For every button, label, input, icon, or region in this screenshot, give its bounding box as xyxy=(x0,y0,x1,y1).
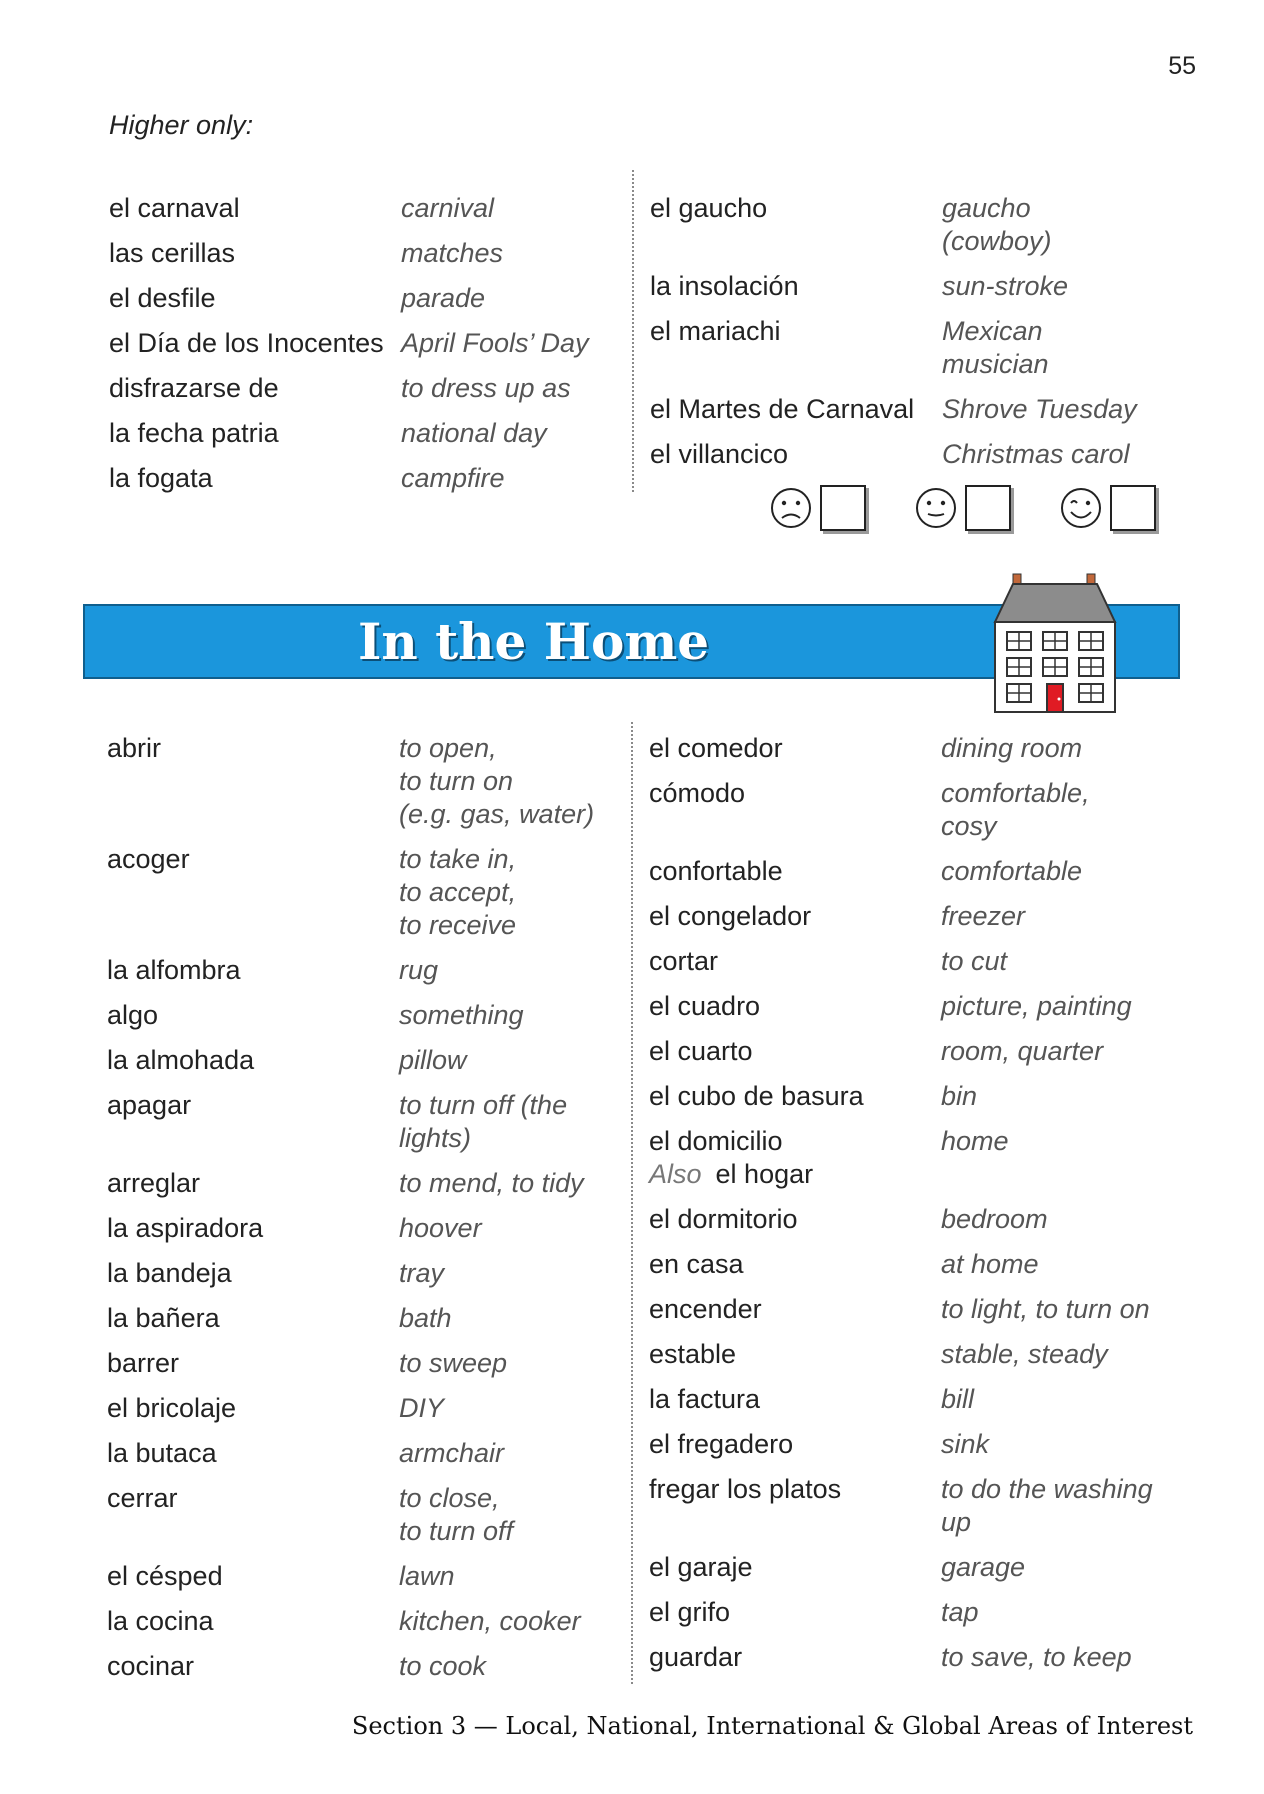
english-translation xyxy=(942,315,1178,381)
english-translation-line: Shrove Tuesday xyxy=(942,394,1137,424)
spanish-term xyxy=(107,999,399,1032)
spanish-term-line: el cuadro xyxy=(649,991,761,1021)
vocab-entry xyxy=(649,1641,1179,1674)
spanish-term xyxy=(109,192,401,225)
spanish-term-line: acoger xyxy=(107,844,190,874)
spanish-term-line: la cocina xyxy=(107,1606,214,1636)
spanish-term xyxy=(650,438,942,471)
english-translation-line: sink xyxy=(941,1429,990,1459)
english-translation-line: to open, xyxy=(399,733,497,763)
vocab-entry xyxy=(107,1437,637,1470)
spanish-term-line: el césped xyxy=(107,1561,223,1591)
vocab-entry xyxy=(107,1044,637,1077)
english-translation xyxy=(941,1080,1177,1113)
spanish-term xyxy=(649,1428,941,1461)
spanish-term xyxy=(107,1437,399,1470)
spanish-term-line: cómodo xyxy=(649,778,746,808)
spanish-term xyxy=(109,327,401,360)
spanish-term xyxy=(109,237,401,270)
vocab-entry xyxy=(649,1383,1179,1416)
vocab-entry xyxy=(649,1125,1179,1191)
english-translation xyxy=(399,1257,635,1290)
vocab-entry xyxy=(649,1035,1179,1068)
spanish-term xyxy=(109,372,401,405)
english-translation-line: to receive xyxy=(399,910,517,940)
page-number: 55 xyxy=(1168,52,1196,80)
spanish-term xyxy=(649,945,941,978)
english-translation-line: musician xyxy=(942,349,1049,379)
spanish-term-line: la fogata xyxy=(109,463,213,493)
english-translation-line: lights) xyxy=(399,1123,472,1153)
english-translation-line: room, quarter xyxy=(941,1036,1104,1066)
spanish-term xyxy=(107,732,399,831)
spanish-term-line: el dormitorio xyxy=(649,1204,798,1234)
spanish-term xyxy=(650,270,942,303)
higher-only-heading: Higher only: xyxy=(109,110,254,140)
vocab-entry xyxy=(107,843,637,942)
spanish-term-line: el bricolaje xyxy=(107,1393,237,1423)
spanish-term-line: el grifo xyxy=(649,1597,731,1627)
spanish-term-line: algo xyxy=(107,1000,159,1030)
english-translation-line: carnival xyxy=(401,193,495,223)
english-translation xyxy=(399,1437,635,1470)
vocab-entry xyxy=(109,282,639,315)
english-translation xyxy=(941,1428,1177,1461)
happy-face-icon xyxy=(1060,487,1102,529)
spanish-term-line: cortar xyxy=(649,946,719,976)
english-translation-line: lawn xyxy=(399,1561,455,1591)
alternative-term xyxy=(649,1158,941,1191)
spanish-term-line: el cubo de basura xyxy=(649,1081,864,1111)
spanish-term-line: el villancico xyxy=(650,439,789,469)
english-translation xyxy=(399,999,635,1032)
english-translation xyxy=(399,843,635,942)
spanish-term-line: el domicilio xyxy=(649,1126,783,1156)
vocab-entry xyxy=(109,417,639,450)
spanish-term-line: la butaca xyxy=(107,1438,217,1468)
vocab-entry xyxy=(107,1167,637,1200)
vocab-entry xyxy=(107,732,637,831)
english-translation xyxy=(399,1605,635,1638)
spanish-term-line: el desfile xyxy=(109,283,216,313)
spanish-term xyxy=(649,1080,941,1113)
vocab-entry xyxy=(649,990,1179,1023)
spanish-term-line: estable xyxy=(649,1339,737,1369)
vocab-entry xyxy=(649,855,1179,888)
english-translation xyxy=(399,732,635,831)
english-translation-line: to sweep xyxy=(399,1348,508,1378)
spanish-term xyxy=(649,1596,941,1629)
spanish-term-line: el gaucho xyxy=(650,193,768,223)
vocab-entry xyxy=(107,1347,637,1380)
english-translation-line: Christmas carol xyxy=(942,439,1130,469)
confidence-rating xyxy=(770,483,1170,533)
english-translation xyxy=(399,1212,635,1245)
spanish-term xyxy=(107,1212,399,1245)
vocab-entry xyxy=(107,1482,637,1548)
vocab-entry xyxy=(107,1212,637,1245)
spanish-term xyxy=(107,954,399,987)
english-translation-line: bedroom xyxy=(941,1204,1048,1234)
english-translation xyxy=(401,282,637,315)
spanish-term xyxy=(109,417,401,450)
confidence-checkbox-low[interactable] xyxy=(820,485,866,531)
vocab-entry xyxy=(649,732,1179,765)
spanish-term-line: el carnaval xyxy=(109,193,240,223)
english-translation-line: stable, steady xyxy=(941,1339,1108,1369)
vocab-entry xyxy=(109,327,639,360)
english-translation-line: (cowboy) xyxy=(942,226,1052,256)
english-translation xyxy=(401,192,637,225)
spanish-term xyxy=(649,1203,941,1236)
spanish-term xyxy=(649,1248,941,1281)
english-translation xyxy=(399,1650,635,1683)
english-translation-line: campfire xyxy=(401,463,505,493)
vocab-entry xyxy=(649,1473,1179,1539)
english-translation-line: hoover xyxy=(399,1213,482,1243)
vocab-entry xyxy=(649,945,1179,978)
home-vocab-right-column xyxy=(649,732,1179,1686)
vocab-entry xyxy=(649,1080,1179,1113)
spanish-term xyxy=(107,1605,399,1638)
spanish-term-line: fregar los platos xyxy=(649,1474,842,1504)
spanish-term-line: disfrazarse de xyxy=(109,373,279,403)
banner-title: In the Home xyxy=(357,612,710,671)
spanish-term xyxy=(649,1338,941,1371)
english-translation-line: kitchen, cooker xyxy=(399,1606,581,1636)
column-divider xyxy=(632,170,634,492)
english-translation xyxy=(399,1167,635,1200)
english-translation-line: to turn off (the xyxy=(399,1090,568,1120)
spanish-term-line: encender xyxy=(649,1294,762,1324)
vocab-entry xyxy=(107,1650,637,1683)
vocab-entry xyxy=(107,1560,637,1593)
english-translation xyxy=(399,1044,635,1077)
spanish-term xyxy=(649,1125,941,1191)
vocab-entry xyxy=(109,372,639,405)
english-translation-line: picture, painting xyxy=(941,991,1132,1021)
spanish-term xyxy=(649,1293,941,1326)
spanish-term-line: la aspiradora xyxy=(107,1213,264,1243)
spanish-term-line: la fecha patria xyxy=(109,418,279,448)
spanish-term xyxy=(649,900,941,933)
english-translation-line: to cut xyxy=(941,946,1008,976)
english-translation-line: dining room xyxy=(941,733,1083,763)
english-translation xyxy=(401,237,637,270)
english-translation-line: to light, to turn on xyxy=(941,1294,1150,1324)
english-translation xyxy=(942,393,1178,426)
english-translation xyxy=(941,1203,1177,1236)
vocab-entry xyxy=(107,1257,637,1290)
vocab-entry xyxy=(649,777,1179,843)
spanish-term xyxy=(649,1035,941,1068)
english-translation-line: garage xyxy=(941,1552,1026,1582)
english-translation xyxy=(401,372,637,405)
english-translation xyxy=(401,462,637,495)
english-translation xyxy=(399,1482,635,1548)
english-translation xyxy=(399,1560,635,1593)
english-translation-line: at home xyxy=(941,1249,1039,1279)
vocab-entry xyxy=(109,237,639,270)
english-translation xyxy=(399,1302,635,1335)
spanish-term-line: el congelador xyxy=(649,901,812,931)
english-translation-line: sun-stroke xyxy=(942,271,1069,301)
english-translation xyxy=(399,1392,635,1425)
spanish-term-line: cocinar xyxy=(107,1651,195,1681)
vocab-entry xyxy=(649,1338,1179,1371)
vocab-entry xyxy=(107,1302,637,1335)
english-translation xyxy=(941,1035,1177,1068)
english-translation xyxy=(399,1347,635,1380)
spanish-term xyxy=(107,1482,399,1548)
home-vocab-left-column xyxy=(107,732,637,1695)
vocab-entry xyxy=(109,192,639,225)
english-translation-line: national day xyxy=(401,418,547,448)
english-translation xyxy=(401,417,637,450)
spanish-term xyxy=(107,1089,399,1155)
confidence-checkbox-medium[interactable] xyxy=(965,485,1011,531)
house-icon xyxy=(975,570,1135,715)
spanish-term-line: apagar xyxy=(107,1090,192,1120)
english-translation-line: to turn off xyxy=(399,1516,514,1546)
vocab-entry xyxy=(109,462,639,495)
spanish-term-line: el fregadero xyxy=(649,1429,794,1459)
vocab-entry xyxy=(649,1551,1179,1584)
vocab-entry xyxy=(649,1293,1179,1326)
spanish-term xyxy=(649,1641,941,1674)
english-translation-line: tap xyxy=(941,1597,979,1627)
english-translation-line: gaucho xyxy=(942,193,1031,223)
english-translation-line: to turn on xyxy=(399,766,514,796)
confidence-checkbox-high[interactable] xyxy=(1110,485,1156,531)
english-translation-line: tray xyxy=(399,1258,445,1288)
english-translation-line: to dress up as xyxy=(401,373,571,403)
english-translation-line: to close, xyxy=(399,1483,500,1513)
spanish-term xyxy=(650,315,942,381)
page-footer: Section 3 — Local, National, International & Global Areas of Interest xyxy=(351,1712,1193,1740)
spanish-term xyxy=(107,1392,399,1425)
alternative-spanish-term: el hogar xyxy=(715,1159,814,1189)
spanish-term xyxy=(107,1044,399,1077)
spanish-term xyxy=(107,1347,399,1380)
english-translation-line: something xyxy=(399,1000,524,1030)
column-divider xyxy=(631,722,633,1684)
higher-vocab-left-column xyxy=(109,192,639,507)
spanish-term-line: guardar xyxy=(649,1642,743,1672)
spanish-term-line: confortable xyxy=(649,856,783,886)
english-translation xyxy=(941,1383,1177,1416)
spanish-term xyxy=(109,462,401,495)
spanish-term-line: la almohada xyxy=(107,1045,255,1075)
english-translation xyxy=(941,990,1177,1023)
vocab-entry xyxy=(650,315,1180,381)
spanish-term-line: el garaje xyxy=(649,1552,753,1582)
spanish-term xyxy=(649,732,941,765)
english-translation xyxy=(941,1338,1177,1371)
vocab-entry xyxy=(649,900,1179,933)
english-translation xyxy=(941,1551,1177,1584)
english-translation xyxy=(941,945,1177,978)
vocab-entry xyxy=(650,393,1180,426)
vocab-entry xyxy=(649,1428,1179,1461)
spanish-term-line: el comedor xyxy=(649,733,783,763)
vocab-entry xyxy=(649,1248,1179,1281)
spanish-term-line: abrir xyxy=(107,733,162,763)
english-translation xyxy=(941,1473,1177,1539)
english-translation-line: to cook xyxy=(399,1651,487,1681)
english-translation-line: matches xyxy=(401,238,504,268)
english-translation-line: to mend, to tidy xyxy=(399,1168,584,1198)
english-translation-line: freezer xyxy=(941,901,1026,931)
spanish-term xyxy=(650,393,942,426)
english-translation-line: to do the washing xyxy=(941,1474,1153,1504)
english-translation-line: rug xyxy=(399,955,439,985)
english-translation-line: armchair xyxy=(399,1438,505,1468)
english-translation xyxy=(941,900,1177,933)
spanish-term-line: el Martes de Carnaval xyxy=(650,394,915,424)
english-translation-line: bin xyxy=(941,1081,978,1111)
english-translation xyxy=(941,1293,1177,1326)
spanish-term xyxy=(109,282,401,315)
vocab-entry xyxy=(107,1089,637,1155)
spanish-term-line: la alfombra xyxy=(107,955,241,985)
english-translation-line: (e.g. gas, water) xyxy=(399,799,595,829)
english-translation-line: April Fools’ Day xyxy=(401,328,589,358)
spanish-term-line: las cerillas xyxy=(109,238,236,268)
also-label: Also xyxy=(649,1159,702,1189)
spanish-term xyxy=(649,1383,941,1416)
english-translation xyxy=(941,732,1177,765)
sad-face-icon xyxy=(770,487,812,529)
spanish-term-line: la bañera xyxy=(107,1303,220,1333)
spanish-term-line: la factura xyxy=(649,1384,761,1414)
english-translation xyxy=(942,438,1178,471)
english-translation xyxy=(941,1641,1177,1674)
english-translation-line: comfortable xyxy=(941,856,1083,886)
spanish-term-line: arreglar xyxy=(107,1168,201,1198)
english-translation-line: cosy xyxy=(941,811,997,841)
english-translation-line: parade xyxy=(401,283,486,313)
english-translation-line: pillow xyxy=(399,1045,467,1075)
vocab-entry xyxy=(650,270,1180,303)
english-translation xyxy=(941,1248,1177,1281)
spanish-term xyxy=(649,777,941,843)
spanish-term-line: la bandeja xyxy=(107,1258,232,1288)
english-translation-line: bath xyxy=(399,1303,452,1333)
spanish-term-line: el cuarto xyxy=(649,1036,753,1066)
vocab-entry xyxy=(107,1605,637,1638)
spanish-term-line: el Día de los Inocentes xyxy=(109,328,384,358)
spanish-term xyxy=(107,1650,399,1683)
vocab-entry xyxy=(650,192,1180,258)
vocab-entry xyxy=(107,1392,637,1425)
vocab-entry xyxy=(649,1596,1179,1629)
spanish-term-line: cerrar xyxy=(107,1483,178,1513)
english-translation xyxy=(399,1089,635,1155)
english-translation xyxy=(941,1125,1177,1191)
english-translation-line: comfortable, xyxy=(941,778,1090,808)
spanish-term-line: el mariachi xyxy=(650,316,781,346)
spanish-term xyxy=(649,855,941,888)
spanish-term-line: barrer xyxy=(107,1348,180,1378)
english-translation-line: DIY xyxy=(399,1393,445,1423)
spanish-term-line: la insolación xyxy=(650,271,799,301)
higher-vocab-right-column xyxy=(650,192,1180,483)
english-translation-line: to save, to keep xyxy=(941,1642,1132,1672)
spanish-term-line: en casa xyxy=(649,1249,744,1279)
spanish-term xyxy=(649,990,941,1023)
vocab-entry xyxy=(107,999,637,1032)
english-translation xyxy=(399,954,635,987)
spanish-term xyxy=(650,192,942,258)
english-translation xyxy=(941,777,1177,843)
spanish-term xyxy=(107,1257,399,1290)
english-translation xyxy=(942,270,1178,303)
english-translation xyxy=(941,1596,1177,1629)
english-translation-line: bill xyxy=(941,1384,975,1414)
english-translation xyxy=(401,327,637,360)
english-translation-line: to accept, xyxy=(399,877,517,907)
spanish-term xyxy=(107,843,399,942)
vocab-entry xyxy=(649,1203,1179,1236)
english-translation xyxy=(942,192,1178,258)
vocab-entry xyxy=(650,438,1180,471)
spanish-term xyxy=(649,1551,941,1584)
spanish-term xyxy=(107,1302,399,1335)
english-translation-line: home xyxy=(941,1126,1009,1156)
spanish-term xyxy=(649,1473,941,1539)
spanish-term xyxy=(107,1167,399,1200)
spanish-term xyxy=(107,1560,399,1593)
english-translation-line: to take in, xyxy=(399,844,517,874)
english-translation xyxy=(941,855,1177,888)
neutral-face-icon xyxy=(915,487,957,529)
vocab-entry xyxy=(107,954,637,987)
english-translation-line: Mexican xyxy=(942,316,1043,346)
english-translation-line: up xyxy=(941,1507,972,1537)
